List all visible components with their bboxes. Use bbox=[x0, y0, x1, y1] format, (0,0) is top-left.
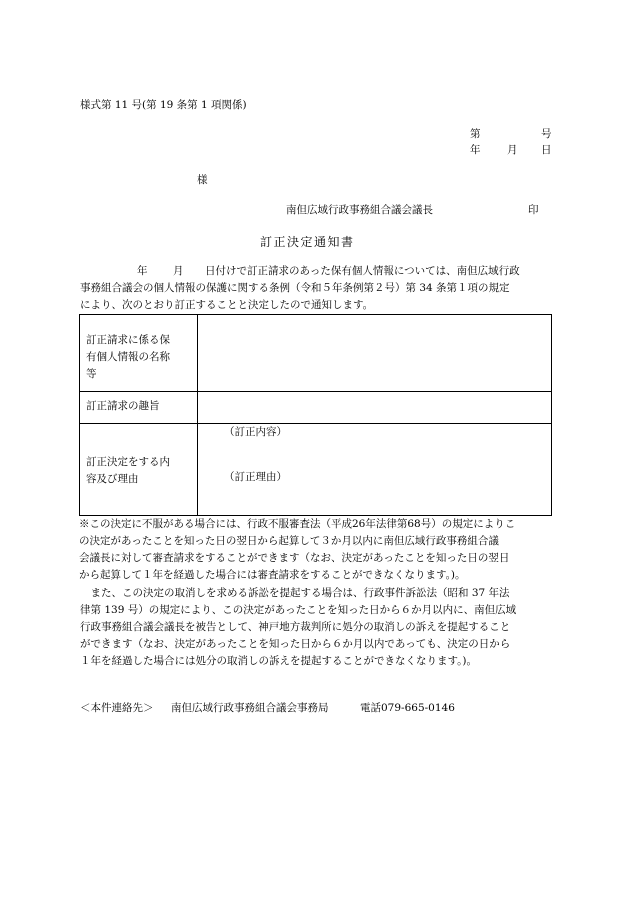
table-row-request-purpose bbox=[80, 392, 552, 424]
notice-lawsuit bbox=[80, 585, 552, 670]
sender-seal: 印 bbox=[528, 204, 539, 216]
intro-year: 年 bbox=[137, 265, 148, 277]
label-decision-line2: 容及び理由 bbox=[86, 473, 139, 485]
table-row-decision bbox=[80, 424, 552, 516]
sender-name: 南但広域行政事務組合議会議長 bbox=[286, 204, 433, 216]
label-info-name bbox=[80, 315, 198, 392]
date-month: 月 bbox=[507, 144, 518, 156]
notice-appeal-line2: の決定があったことを知った日の翌日から起算して３か月以内に南但広域行政事務組合議 bbox=[79, 535, 499, 547]
date-day: 日 bbox=[541, 144, 552, 156]
notice-lawsuit-line5: １年を経過した場合には処分の取消しの訴えを提起することができなくなります。)。 bbox=[80, 655, 478, 667]
correction-content-label: （訂正内容） bbox=[224, 426, 287, 438]
value-info-name bbox=[198, 315, 552, 392]
doc-number-go: 号 bbox=[541, 128, 552, 140]
notice-appeal-line4: から起算して１年を経過した場合には審査請求をすることができなくなります。)。 bbox=[79, 569, 466, 581]
contact-phone: 電話079-665-0146 bbox=[360, 702, 455, 714]
label-decision-line1: 訂正決定をする内 bbox=[86, 456, 170, 468]
notice-lawsuit-line1: また、この決定の取消しを求める訴訟を提起する場合は、行政事件訴訟法（昭和 37 年法 bbox=[90, 587, 510, 599]
label-info-name-line3: 等 bbox=[86, 368, 97, 380]
date-year: 年 bbox=[470, 144, 481, 156]
notice-appeal-line3: 会議長に対して審査請求をすることができます（なお、決定があったことを知った日の翌日 bbox=[79, 552, 510, 564]
form-number: 様式第 11 号(第 19 条第 1 項関係) bbox=[80, 99, 247, 111]
label-request-purpose-text: 訂正請求の趣旨 bbox=[86, 400, 160, 412]
intro-line1: 日付けで訂正請求のあった保有個人情報については、南但広域行政 bbox=[205, 265, 520, 277]
contact-office: 南但広域行政事務組合議会事務局 bbox=[171, 702, 329, 714]
label-info-name-line2: 有個人情報の名称 bbox=[86, 351, 170, 363]
table-row-info-name bbox=[80, 315, 552, 392]
notice-lawsuit-line2: 律第 139 号）の規定により、この決定があったことを知った日から６か月以内に、南但広域 bbox=[80, 604, 517, 616]
notice-appeal bbox=[79, 516, 553, 584]
notice-lawsuit-line3: 行政事務組合議会議長を被告として、神戸地方裁判所に処分の取消しの訴えを提起すること bbox=[80, 621, 511, 633]
value-request-purpose bbox=[198, 392, 552, 424]
label-info-name-line1: 訂正請求に係る保 bbox=[86, 334, 170, 346]
correction-table bbox=[79, 314, 552, 516]
document-title: 訂正決定通知書 bbox=[260, 235, 355, 249]
intro-line2: 事務組合議会の個人情報の保護に関する条例（令和５年条例第２号）第 34 条第１項の規定 bbox=[80, 282, 510, 294]
intro-line3: により、次のとおり訂正することと決定したので通知します。 bbox=[80, 299, 374, 311]
notice-appeal-line1: ※この決定に不服がある場合には、行政不服審査法（平成26年法律第68号）の規定によりこ bbox=[79, 518, 516, 530]
value-decision bbox=[198, 424, 552, 516]
label-decision bbox=[80, 424, 198, 516]
addressee-suffix: 様 bbox=[197, 174, 208, 186]
notice-lawsuit-line4: ができます（なお、決定があったことを知った日から６か月以内であっても、決定の日から bbox=[80, 638, 511, 650]
correction-reason-label: （訂正理由） bbox=[224, 471, 287, 483]
contact-label: ＜本件連絡先＞ bbox=[80, 702, 154, 714]
label-request-purpose bbox=[80, 392, 198, 424]
intro-month: 月 bbox=[173, 265, 184, 277]
doc-number-dai: 第 bbox=[470, 128, 481, 140]
